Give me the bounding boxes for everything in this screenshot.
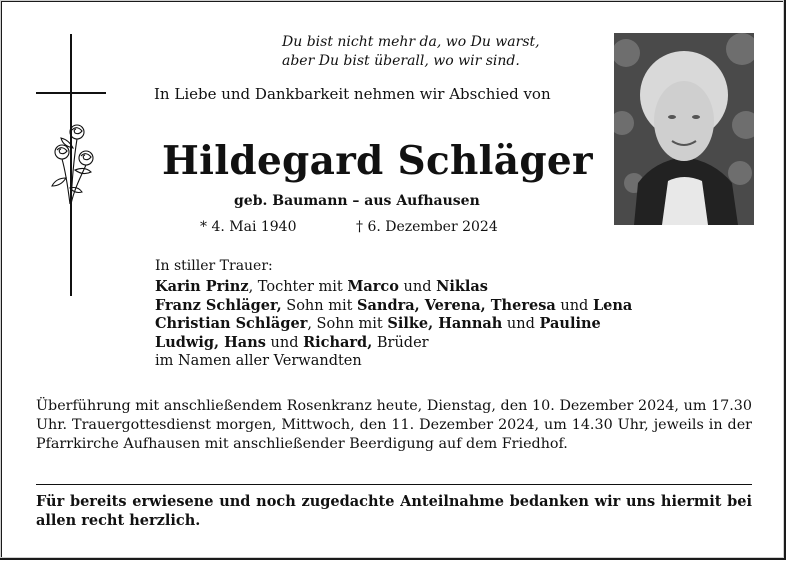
motto-line-1: Du bist nicht mehr da, wo Du warst, — [282, 34, 540, 50]
mourner-relation: und — [502, 316, 540, 333]
mourner-name: Franz Schläger, — [155, 296, 282, 314]
mourner-line — [155, 334, 632, 353]
mourner-name: Silke, Hannah — [387, 315, 503, 333]
divider — [36, 484, 752, 485]
mourner-relation: und — [398, 279, 437, 295]
mourner-name: Lena — [592, 296, 633, 314]
mourner-line — [155, 278, 632, 297]
mourner-name: Ludwig, Hans — [155, 333, 266, 351]
mourner-name: Pauline — [539, 315, 601, 333]
portrait-photo — [614, 33, 754, 225]
death-date: † 6. Dezember 2024 — [356, 219, 498, 235]
mourners-heading: In stiller Trauer: — [155, 258, 273, 274]
mourner-name: Christian Schläger — [155, 315, 308, 333]
mourners-list — [155, 278, 632, 371]
mourner-name: Marco — [347, 278, 399, 295]
service-details: Überführung mit anschließendem Rosenkranz heute, Dienstag, den 10. Dezember 2024, um 17.30 Uhr. Trauergottesdienst morgen, Mittwoch, den 11. Dezember 2024, um 14.30 Uhr, jeweils in der Pfarrkirche Aufhausen mit anschließender Beerdigung auf dem Friedhof. — [36, 398, 752, 452]
maiden-name: geb. Baumann – aus Aufhausen — [234, 193, 480, 209]
mourner-relation: Brüder — [372, 334, 429, 351]
thanks-text: Für bereits erwiesene und noch zugedachte Anteilnahme bedanken wir uns hiermit bei allen recht herzlich. — [36, 493, 752, 529]
mourner-relation: , Tochter mit — [248, 279, 348, 295]
cross-bar — [36, 92, 106, 94]
mourner-name: Sandra, Verena, Theresa — [357, 296, 556, 314]
mourner-name: Niklas — [436, 278, 488, 295]
roses-icon — [44, 118, 114, 208]
mourner-relation: und — [555, 297, 593, 314]
mourner-relation: im Namen aller Verwandten — [155, 353, 362, 370]
mourner-name: Richard, — [303, 333, 373, 351]
mourner-relation: , Sohn mit — [307, 316, 388, 333]
deceased-name: Hildegard Schläger — [162, 138, 593, 184]
birth-date: * 4. Mai 1940 — [200, 219, 297, 235]
motto-line-2: aber Du bist überall, wo wir sind. — [282, 53, 520, 69]
intro-text: In Liebe und Dankbarkeit nehmen wir Abschied von — [154, 85, 551, 103]
mourner-line — [155, 315, 632, 334]
mourner-name: Karin Prinz — [155, 278, 249, 295]
mourner-relation: und — [265, 334, 304, 351]
motto-quote — [282, 33, 540, 71]
mourner-line — [155, 352, 632, 371]
mourner-relation: Sohn mit — [281, 297, 358, 314]
mourner-line — [155, 297, 632, 316]
